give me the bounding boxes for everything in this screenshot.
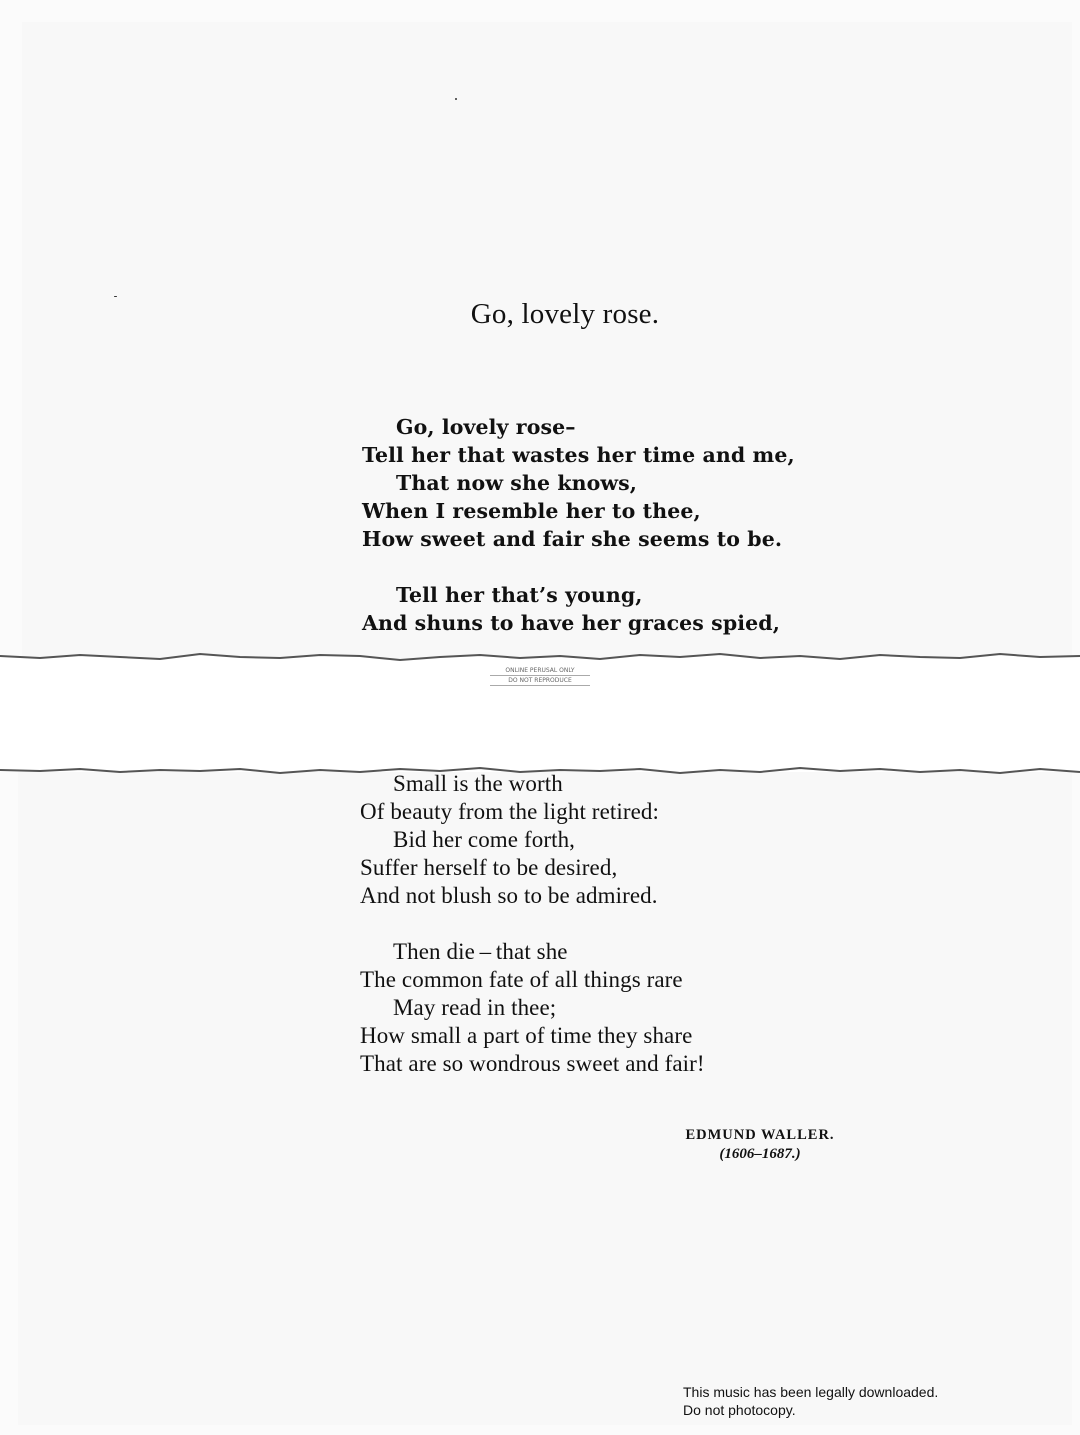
torn-edge-top: [0, 648, 1080, 668]
download-notice: [683, 1383, 938, 1419]
poem-stanzas-bottom: [360, 770, 705, 1106]
top-content: [0, 0, 1080, 660]
poem-line: Tell her that’s young,: [396, 583, 643, 607]
perusal-line: ONLINE PERUSAL ONLY: [490, 666, 590, 676]
author-name: EDMUND WALLER.: [685, 1127, 835, 1143]
poem-line: How sweet and fair she seems to be.: [362, 527, 783, 551]
notice-line: This music has been legally downloaded.: [683, 1384, 939, 1400]
poem-line: Go, lovely rose–: [396, 415, 576, 439]
perusal-line: DO NOT REPRODUCE: [490, 676, 590, 686]
poem-line: Of beauty from the light retired:: [360, 799, 660, 824]
notice-line: Do not photocopy.: [683, 1402, 796, 1418]
stanza: [360, 938, 705, 1078]
poem-line: And shuns to have her graces spied,: [362, 611, 780, 635]
author-attribution: [600, 1127, 920, 1163]
stanza: [360, 770, 705, 910]
poem-line: And not blush so to be admired.: [360, 883, 658, 908]
poem-line: Then die – that she: [393, 939, 568, 964]
perusal-watermark: [490, 666, 590, 686]
poem-line: The common fate of all things rare: [360, 967, 683, 992]
poem-line: Bid her come forth,: [393, 827, 576, 852]
stanza: [362, 413, 795, 553]
poem-stanzas-top: [362, 413, 795, 660]
stanza: [362, 581, 795, 637]
poem-line: That now she knows,: [396, 471, 638, 495]
poem-title: Go, lovely rose.: [470, 298, 660, 330]
author-dates: (1606–1687.): [719, 1146, 801, 1162]
poem-line: When I resemble her to thee,: [362, 499, 701, 523]
poem-line: Tell her that wastes her time and me,: [362, 443, 795, 467]
poem-line: How small a part of time they share: [360, 1023, 693, 1048]
poem-line: Suffer herself to be desired,: [360, 855, 618, 880]
poem-line: That are so wondrous sweet and fair!: [360, 1051, 705, 1076]
poem-line: May read in thee;: [393, 995, 557, 1020]
poem-line: Small is the worth: [393, 771, 563, 796]
